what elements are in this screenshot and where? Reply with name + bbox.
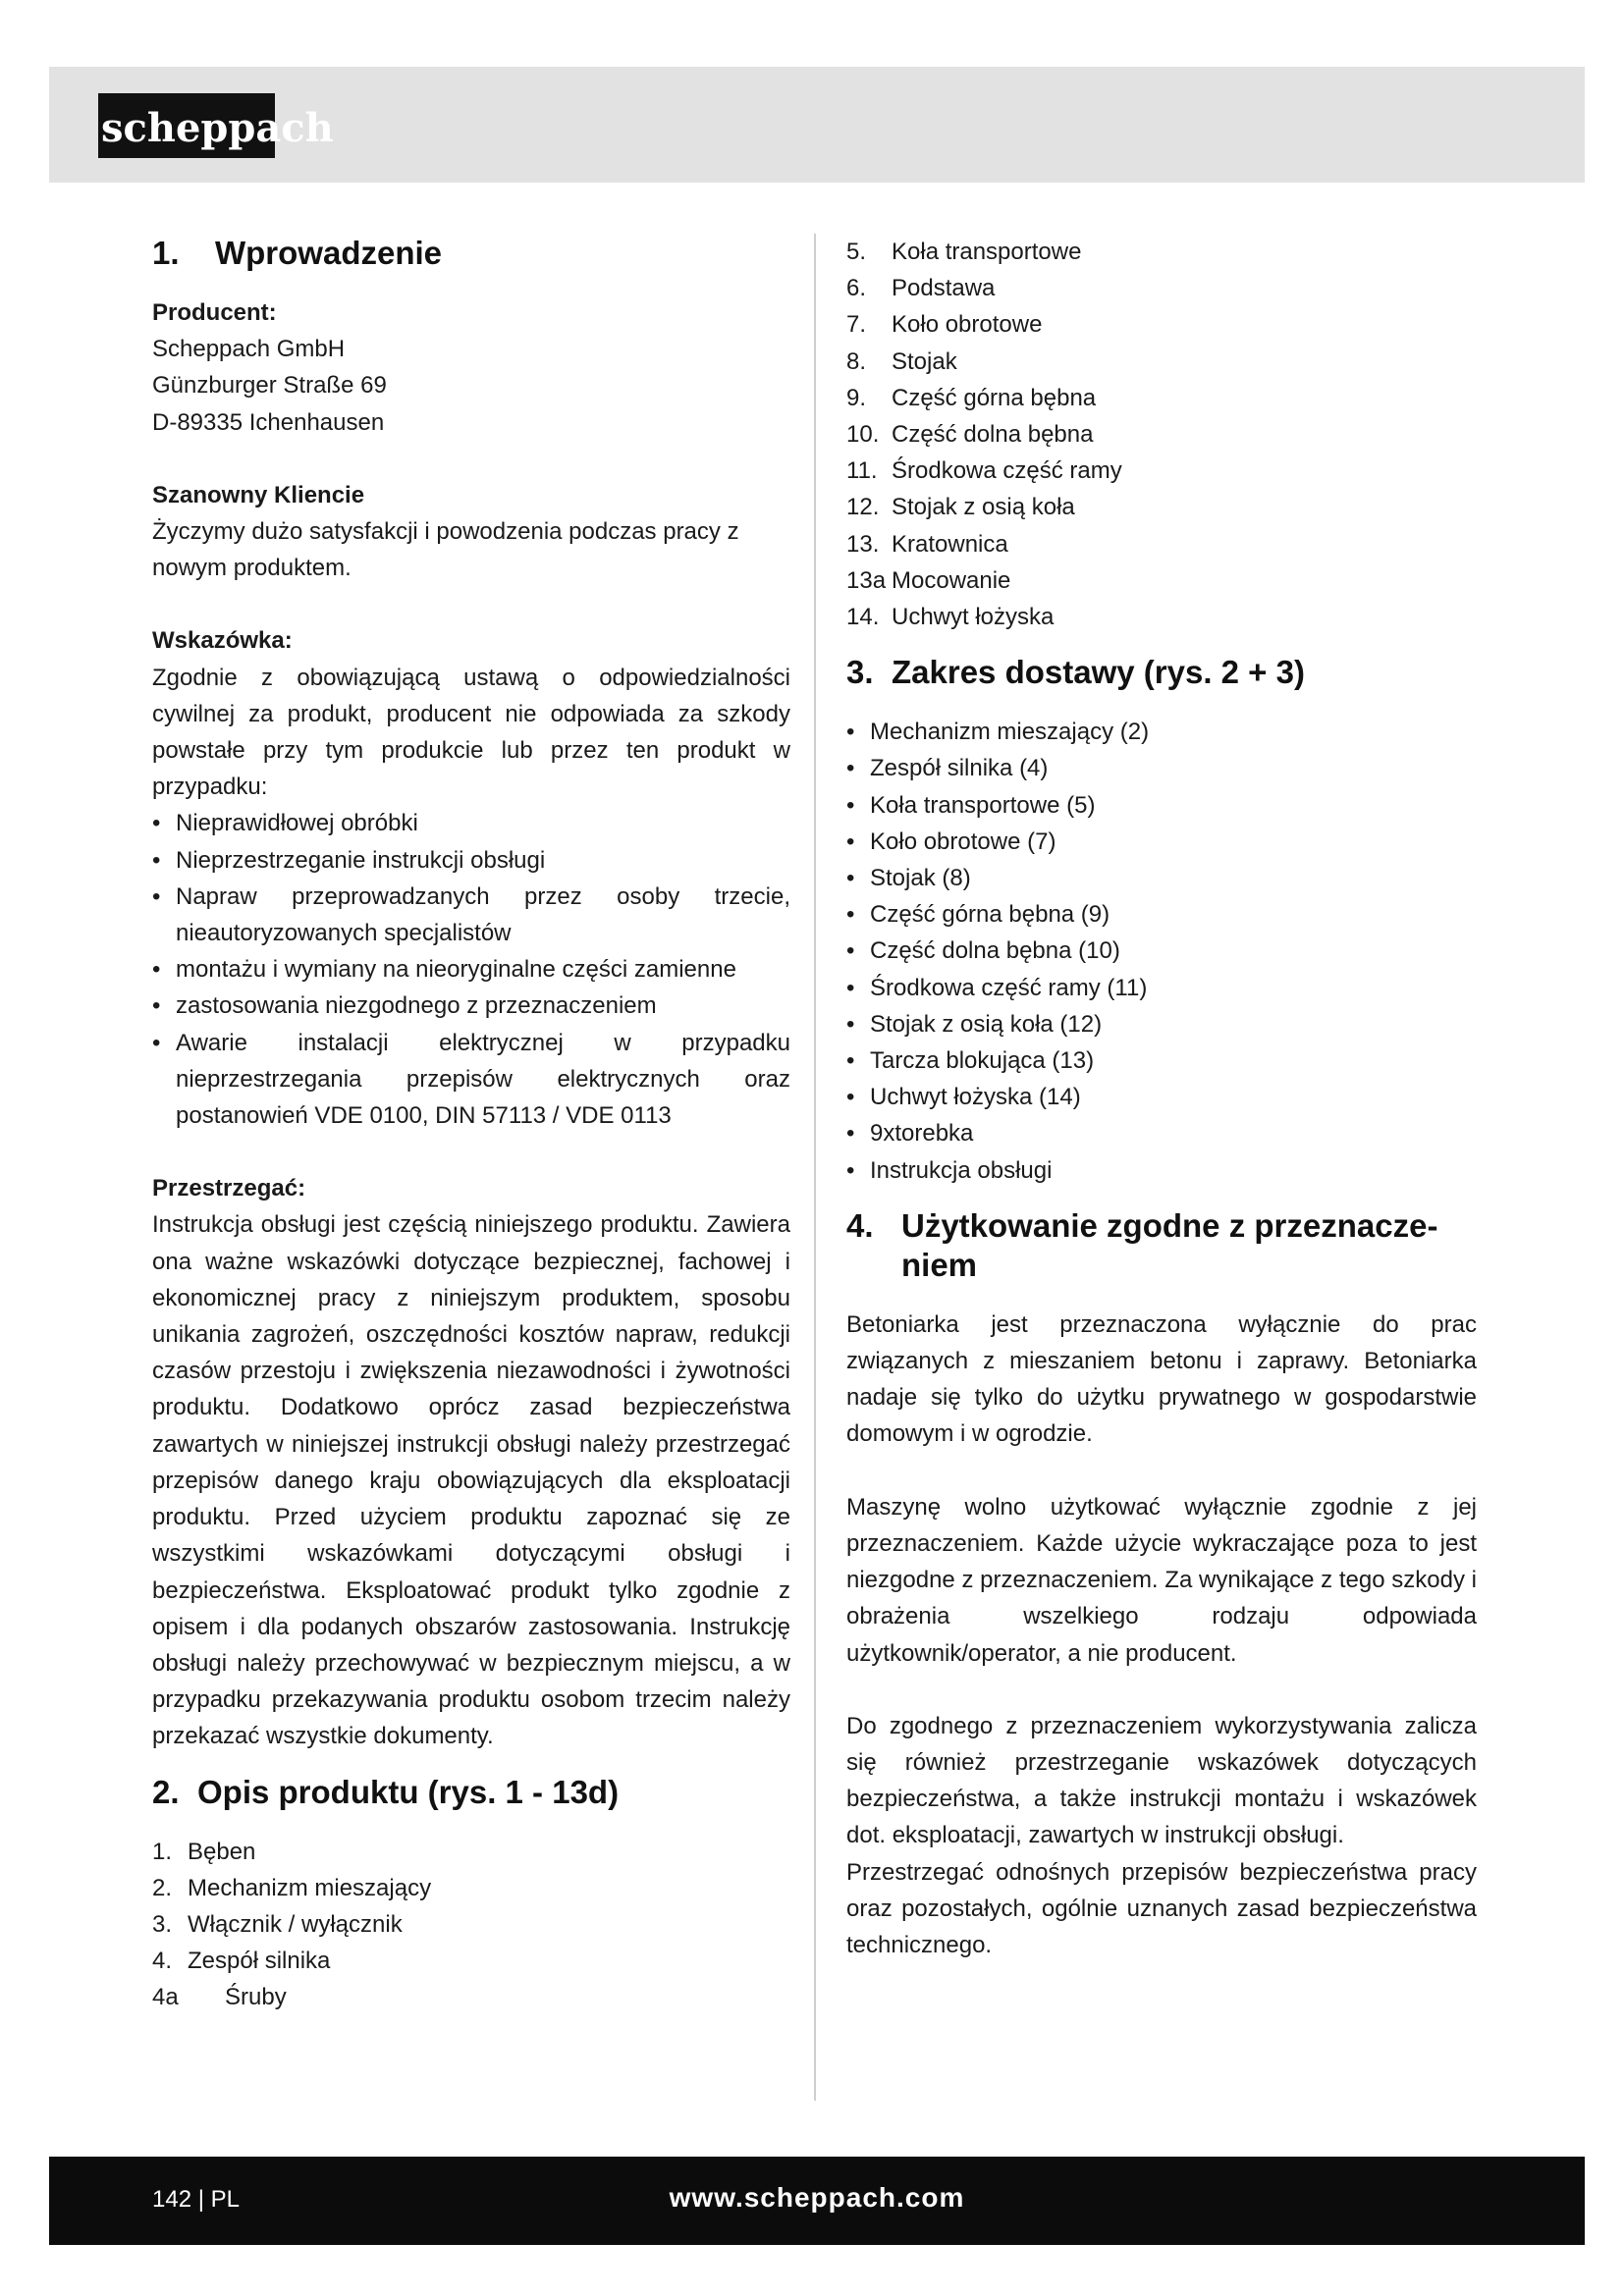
list-item: 11. Środkowa część ramy: [846, 457, 1122, 485]
use-paragraph: Maszynę wolno użytkować wyłącznie zgodnie z jej przeznaczeniem. Każde użycie wykraczające poza to jest niezgodne z przeznaczeniem. Za wynikające z tego szkody i obrażenia wszelkiego rodzaju odpowiada użytkownik/operator, a nie producent.: [846, 1493, 1477, 1667]
list-item: • Koło obrotowe (7): [846, 824, 1477, 860]
parts-list-continued: [846, 234, 1477, 635]
footer-band: [49, 2157, 1585, 2245]
note-text: Zgodnie z obowiązującą ustawą o odpowiedzialności cywilnej za produkt, producent nie odpowiada za szkody powstałe przy tym produkcie lub przez ten produkt w przypadku:: [152, 664, 790, 801]
customer-label: Szanowny Kliencie: [152, 481, 365, 508]
list-item: 6. Podstawa: [846, 275, 996, 302]
list-item: • Awarie instalacji elektrycznej w przypadku nieprzestrzegania przepisów elektrycznych oraz postanowień VDE 0100, DIN 57113 / VDE 0113: [152, 1025, 790, 1135]
producer-line: Scheppach GmbH: [152, 336, 346, 363]
column-divider: [814, 234, 816, 2101]
list-item: • 9xtorebka: [846, 1115, 1477, 1151]
delivery-list: [846, 714, 1477, 1189]
right-column: [846, 234, 1477, 1963]
use-paragraph: Betoniarka jest przeznaczona wyłącznie do prac związanych z mieszaniem betonu i zaprawy. Betoniarka nadaje się tylko do użytku prywatnego w gospodarstwie domowym i w ogrodzie.: [846, 1310, 1477, 1448]
use-paragraph: Przestrzegać odnośnych przepisów bezpieczeństwa pracy oraz pozostałych, ogólnie uznanych zasad bezpieczeństwa technicznego.: [846, 1858, 1477, 1958]
list-item: 1. Bęben: [152, 1838, 256, 1865]
list-item: • Mechanizm mieszający (2): [846, 714, 1477, 750]
list-item: • Część górna bębna (9): [846, 896, 1477, 933]
list-item: • Środkowa część ramy (11): [846, 970, 1477, 1006]
list-item: 3. Włącznik / wyłącznik: [152, 1910, 403, 1938]
left-column: [152, 234, 790, 2016]
observe-text: Instrukcja obsługi jest częścią niniejszego produktu. Zawiera ona ważne wskazówki dotyczące bezpiecznej, fachowej i ekonomicznej pracy z niniejszym produktem, sposobu unikania zagrożeń, oszczędności kosztów napraw, redukcji czasów przestoju i zwiększenia niezawodności i żywotności produktu. Dodatkowo oprócz zasad bezpieczeństwa zawartych w niniejszej instrukcji obsługi należy przestrzegać przepisów danego kraju obowiązujących dla eksploatacji produktu. Przed użyciem produktu zapoznać się ze wszystkimi wskazówkami dotyczącymi obsługi i bezpieczeństwa. Eksploatować produkt tylko zgodnie z opisem i dla podanych obszarów zastosowania. Instrukcję obsługi należy przechowywać w bezpiecznym miejscu, a w przypadku przekazywania produktu osobom trzecim należy przekazać wszystkie dokumenty.: [152, 1211, 790, 1750]
list-item: 2. Mechanizm mieszający: [152, 1874, 432, 1901]
list-item: • Część dolna bębna (10): [846, 933, 1477, 969]
customer-text: Życzymy dużo satysfakcji i powodzenia podczas pracy z nowym produktem.: [152, 518, 739, 582]
list-item: 13. Kratownica: [846, 530, 1008, 558]
producer-line: D-89335 Ichenhausen: [152, 408, 385, 436]
list-item: • Nieprawidłowej obróbki: [152, 805, 790, 841]
producer-label: Producent:: [152, 299, 277, 326]
list-item: 5. Koła transportowe: [846, 239, 1082, 265]
list-item: • Zespół silnika (4): [846, 750, 1477, 786]
list-item: • Nieprzestrzeganie instrukcji obsługi: [152, 842, 790, 879]
note-bullet-list: [152, 805, 790, 1134]
list-item: 13a Mocowanie: [846, 566, 1011, 594]
list-item: 14. Uchwyt łożyska: [846, 604, 1055, 631]
section-2-heading: 2. Opis produktu (rys. 1 - 13d): [152, 1773, 620, 1810]
scheppach-logo: scheppach: [98, 93, 275, 158]
list-item: • montażu i wymiany na nieoryginalne części zamienne: [152, 951, 790, 988]
list-item: • Stojak z osią koła (12): [846, 1006, 1477, 1042]
parts-list: [152, 1834, 790, 2016]
list-item: 12. Stojak z osią koła: [846, 494, 1075, 521]
header-band: [49, 67, 1585, 183]
note-label: Wskazówka:: [152, 627, 293, 655]
list-item: • Tarcza blokująca (13): [846, 1042, 1477, 1079]
list-item: • Uchwyt łożyska (14): [846, 1079, 1477, 1115]
list-item: • Instrukcja obsługi: [846, 1152, 1477, 1189]
list-item: 10. Część dolna bębna: [846, 421, 1094, 449]
use-paragraph: Do zgodnego z przeznaczeniem wykorzystywania zalicza się również przestrzeganie wskazówek dotyczących bezpieczeństwa, a także instrukcji montażu i wskazówek dot. eksploatacji, zawartych w instrukcji obsługi.: [846, 1712, 1477, 1849]
list-item: • zastosowania niezgodnego z przeznaczeniem: [152, 988, 790, 1024]
page-number: 142 | PL: [152, 2186, 240, 2213]
section-1-heading: 1. Wprowadzenie: [152, 235, 443, 271]
list-item: 4a Śruby: [152, 1984, 287, 2011]
list-item: 7. Koło obrotowe: [846, 311, 1043, 339]
list-item: 8. Stojak: [846, 347, 957, 375]
website-link[interactable]: www.scheppach.com: [669, 2182, 965, 2213]
section-3-heading: 3. Zakres dostawy (rys. 2 + 3): [846, 654, 1305, 691]
observe-label: Przestrzegać:: [152, 1175, 306, 1202]
list-item: 9. Część górna bębna: [846, 384, 1097, 411]
section-4-heading: 4. Użytkowanie zgodne z przeznacze- niem: [846, 1206, 1438, 1283]
list-item: • Stojak (8): [846, 860, 1477, 896]
list-item: • Napraw przeprowadzanych przez osoby trzecie, nieautoryzowanych specjalistów: [152, 879, 790, 951]
list-item: 4. Zespół silnika: [152, 1948, 331, 1975]
list-item: • Koła transportowe (5): [846, 787, 1477, 824]
producer-line: Günzburger Straße 69: [152, 372, 387, 400]
